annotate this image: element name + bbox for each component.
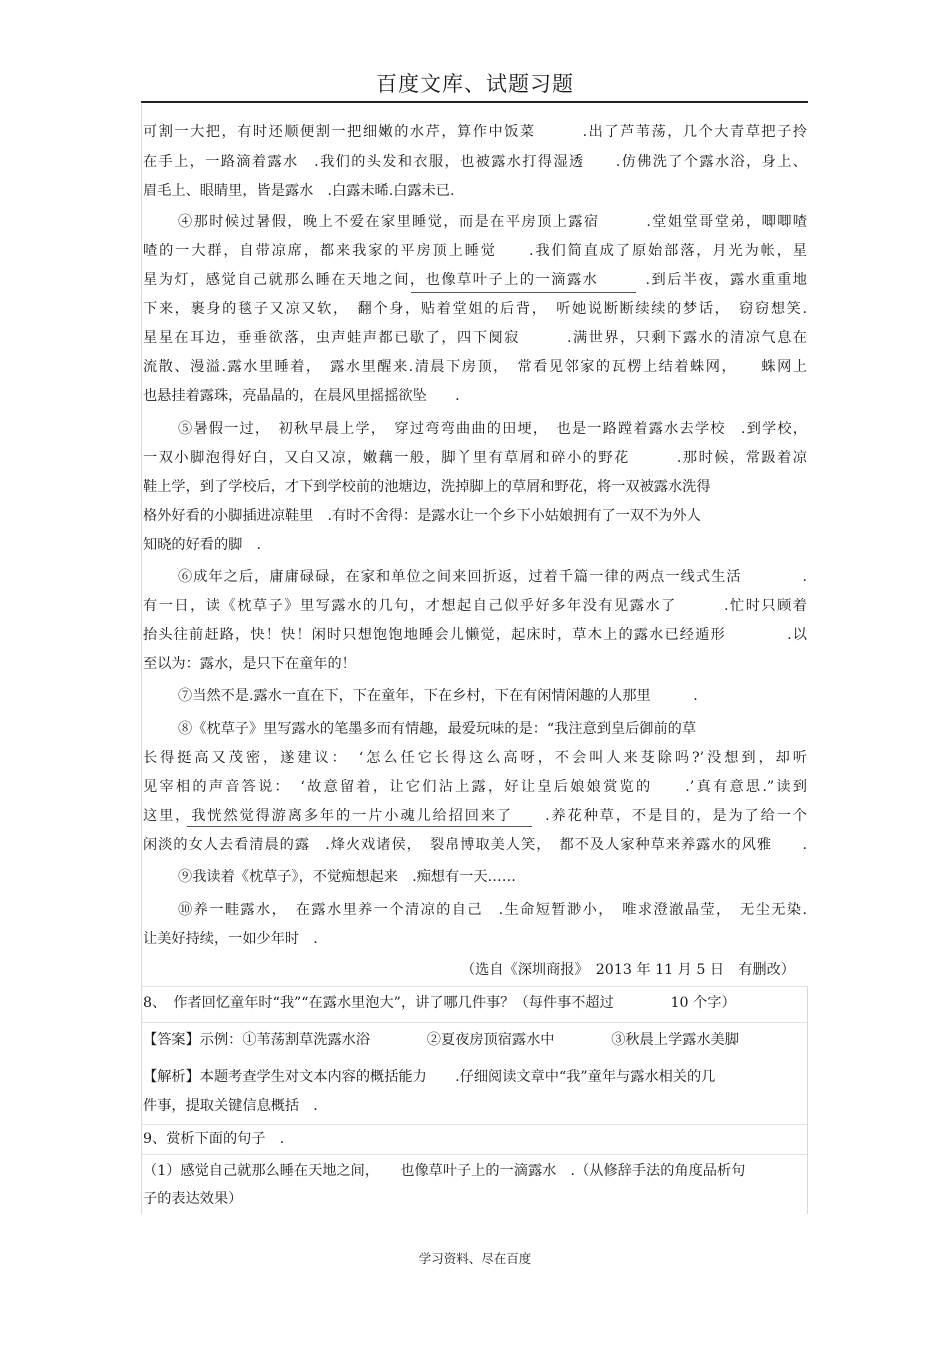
text-line: ⑤暑假一过， 初秋早晨上学， 穿过弯弯曲曲的田埂， 也是一路蹚着露水去学校 .到学校， — [178, 421, 807, 437]
text-line: 下来，裹身的毯子又凉又软， 翻个身，贴着堂姐的后背， 听她说断断续续的梦话， 窃窃想笑. — [143, 301, 807, 317]
text-line: 可割一大把，有时还顺便割一把细嫩的水芹，算作中饭菜 .出了芦苇荡，几个大青草把子拎 — [143, 124, 807, 140]
text-line: 在手上，一路滴着露水 .我们的头发和衣服，也被露水打得湿透 .仿佛洗了个露水浴，身上、 — [143, 154, 807, 170]
page-footer: 学习资料、尽在百度 — [418, 1251, 532, 1266]
text-line: ⑦当然不是.露水一直在下，下在童年，下在乡村，下在有闲情闲趣的人那里 . — [178, 688, 698, 704]
underline-mark — [411, 292, 636, 293]
text-line: 星星在耳边，垂垂欲落，虫声蛙声都已歇了，四下阒寂 .满世界，只剩下露水的清凉气息在 — [143, 330, 807, 346]
source-citation: （选自《深圳商报》 2013 年 11 月 5 日 有删改） — [460, 962, 795, 978]
underline-mark — [187, 826, 532, 827]
text-line: 让美好持续，一如少年时 . — [143, 931, 318, 947]
text-line: 眉毛上、眼睛里，皆是露水 .白露未晞.白露未已. — [143, 183, 455, 199]
page-header-title: 百度文库、试题习题 — [376, 72, 574, 96]
text-line: ⑥成年之后，庸庸碌碌，在家和单位之间来回折返，过着千篇一律的两点一线式生活 . — [178, 569, 807, 585]
text-line: 至以为：露水，是只下在童年的！ — [143, 656, 356, 672]
frame-border-right — [807, 986, 808, 1214]
analysis-8-line: 件事，提取关键信息概括 . — [143, 1098, 318, 1114]
text-line: ⑧《枕草子》里写露水的笔墨多而有情趣，最爱玩味的是：“我注意到皇后御前的草 — [178, 721, 697, 737]
text-line: 星为灯，感觉自己就那么睡在天地之间，也像草叶子上的一滴露水 .到后半夜，露水重重地 — [143, 272, 807, 288]
text-line: 一双小脚泡得好白，又白又凉，嫩藕一般，脚丫里有草屑和碎小的野花 .那时候，常趿着凉 — [143, 450, 807, 466]
text-line: 也悬挂着露珠，亮晶晶的，在晨风里摇摇欲坠 . — [143, 388, 460, 404]
section-divider — [141, 1022, 807, 1023]
text-line: 有一日，读《枕草子》里写露水的几句，才想起自己似乎好多年没有见露水了 .忙时只顾着 — [143, 598, 807, 614]
text-line: 鞋上学，到了学校后，才下到学校前的池塘边，洗掉脚上的草屑和野花，将一双被露水洗得 — [143, 479, 711, 495]
frame-border-left — [141, 104, 142, 1214]
question-8: 8、 作者回忆童年时“我”“在露水里泡大”，讲了哪几件事？（每件事不超过 10 个字） — [143, 995, 736, 1011]
text-line: 喳的一大群，自带凉席，都来我家的平房顶上睡觉 .我们简直成了原始部落，月光为帐，星 — [143, 243, 807, 259]
text-line: 知晓的好看的脚 . — [143, 537, 262, 553]
text-line: 流散、漫溢.露水里睡着， 露水里醒来.清晨下房顶， 常看见邻家的瓦楞上结着蛛网， 蛛网上 — [143, 359, 807, 375]
question-9-1-line: （1）感觉自己就那么睡在天地之间， 也像草叶子上的一滴露水 .（从修辞手法的角度品析句 — [143, 1163, 746, 1179]
analysis-8-line: 【解析】本题考查学生对文本内容的概括能力 .仔细阅读文章中“我”童年与露水相关的几 — [143, 1069, 716, 1085]
text-line: 长得挺高又茂密，遂建议： ‘怎么任它长得这么高呀，不会叫人来芟除吗?’没想到，却听 — [143, 750, 807, 766]
answer-8: 【答案】示例：①苇荡割草洗露水浴 ②夏夜房顶宿露水中 ③秋晨上学露水美脚 — [143, 1032, 739, 1048]
section-divider — [141, 1154, 807, 1155]
text-line: 闲淡的女人去看清晨的露 .烽火戏诸侯， 裂帛博取美人笑， 都不及人家种草来养露水的风雅 . — [143, 837, 807, 853]
text-line: ⑩养一畦露水， 在露水里养一个清凉的自己 .生命短暂渺小， 唯求澄澈晶莹， 无尘无染. — [178, 902, 807, 918]
question-9-1-line: 子的表达效果） — [143, 1191, 243, 1207]
section-divider — [141, 1124, 807, 1125]
text-line: ④那时候过暑假，晚上不爱在家里睡觉，而是在平房顶上露宿 .堂姐堂哥堂弟，唧唧喳 — [178, 214, 807, 230]
section-divider — [141, 986, 807, 987]
question-9: 9、赏析下面的句子 . — [143, 1131, 285, 1147]
text-line: 这里，我恍然觉得游离多年的一片小魂儿给招回来了 .养花种草，不是目的，是为了给一个 — [143, 808, 807, 824]
text-line: ⑨我读着《枕草子》，不觉痴想起来 .痴想有一天…… — [178, 869, 516, 885]
text-line: 抬头往前赶路，快！快！闲时只想饱饱地睡会儿懒觉，起床时，草木上的露水已经遁形 .以 — [143, 627, 807, 643]
header-rule — [141, 101, 808, 103]
text-line: 格外好看的小脚插进凉鞋里 .有时不舍得：是露水让一个乡下小姑娘拥有了一双不为外人 — [143, 508, 701, 524]
text-line: 见宰相的声音答说： ‘故意留着，让它们沾上露，好让皇后娘娘赏览的 .’真有意思.”读到 — [143, 779, 807, 795]
